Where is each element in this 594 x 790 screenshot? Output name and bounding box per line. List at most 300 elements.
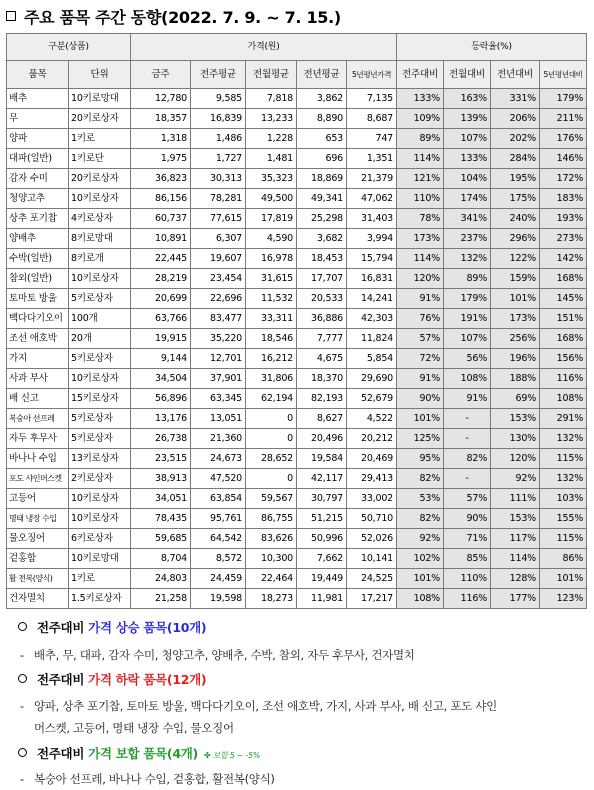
table-cell: 23,515: [131, 449, 191, 469]
table-cell: 139%: [444, 109, 491, 129]
table-cell: 156%: [540, 349, 587, 369]
table-cell: 63,766: [131, 309, 191, 329]
table-cell: 13,176: [131, 409, 191, 429]
table-cell: 47,062: [347, 189, 397, 209]
col-header: 5년평년대비: [540, 61, 587, 89]
table-cell: 1,975: [131, 149, 191, 169]
table-cell: 195%: [491, 169, 540, 189]
table-cell: 1,481: [246, 149, 297, 169]
table-cell: 108%: [397, 589, 444, 609]
table-cell: 206%: [491, 109, 540, 129]
table-cell: 296%: [491, 229, 540, 249]
table-cell: 7,777: [297, 329, 347, 349]
table-cell: 고등어: [7, 489, 69, 509]
table-column-header-row: [7, 61, 587, 89]
table-cell: 1,727: [191, 149, 246, 169]
table-cell: 20,212: [347, 429, 397, 449]
table-cell: 101%: [397, 569, 444, 589]
table-cell: 4,522: [347, 409, 397, 429]
table-cell: 72%: [397, 349, 444, 369]
table-cell: 120%: [491, 449, 540, 469]
table-cell: 13키로상자: [69, 449, 131, 469]
table-cell: 30,797: [297, 489, 347, 509]
summary-up-heading: [18, 618, 206, 636]
table-cell: 19,584: [297, 449, 347, 469]
summary-flat-items: - 복숭아 선프레, 바나나 수입, 겉홍합, 활전복(양식): [20, 772, 275, 786]
table-row: [7, 529, 587, 549]
summary-flat-note: ✤ 보합 5 ~ -5%: [203, 751, 261, 760]
table-cell: 20키로상자: [69, 169, 131, 189]
table-cell: 341%: [444, 209, 491, 229]
table-cell: 42,303: [347, 309, 397, 329]
table-cell: 35,323: [246, 169, 297, 189]
table-row: [7, 429, 587, 449]
table-cell: 포도 샤인머스켓: [7, 469, 69, 489]
table-cell: 89%: [397, 129, 444, 149]
table-cell: 78%: [397, 209, 444, 229]
table-cell: 100개: [69, 309, 131, 329]
table-cell: 7,662: [297, 549, 347, 569]
table-cell: 47,520: [191, 469, 246, 489]
table-cell: 17,819: [246, 209, 297, 229]
table-cell: 103%: [540, 489, 587, 509]
table-cell: 108%: [444, 369, 491, 389]
table-cell: 1,351: [347, 149, 397, 169]
table-cell: 3,682: [297, 229, 347, 249]
table-cell: 173%: [491, 309, 540, 329]
table-cell: 95,761: [191, 509, 246, 529]
table-cell: 173%: [397, 229, 444, 249]
table-cell: 110%: [444, 569, 491, 589]
table-cell: 91%: [397, 289, 444, 309]
table-cell: 배 신고: [7, 389, 69, 409]
table-cell: 2키로상자: [69, 469, 131, 489]
table-cell: 31,806: [246, 369, 297, 389]
table-cell: 90%: [444, 509, 491, 529]
table-cell: 33,002: [347, 489, 397, 509]
table-cell: 82%: [397, 509, 444, 529]
table-row: [7, 149, 587, 169]
table-cell: 179%: [444, 289, 491, 309]
table-cell: 191%: [444, 309, 491, 329]
table-cell: 76%: [397, 309, 444, 329]
table-cell: 30,313: [191, 169, 246, 189]
table-cell: 71%: [444, 529, 491, 549]
col-header: 전년대비: [491, 61, 540, 89]
table-cell: 무: [7, 109, 69, 129]
table-row: [7, 309, 587, 329]
col-header: 품목: [7, 61, 69, 89]
table-cell: 168%: [540, 329, 587, 349]
table-cell: 자두 후무사: [7, 429, 69, 449]
circle-bullet-icon: [18, 622, 27, 631]
table-cell: 13,051: [191, 409, 246, 429]
table-cell: 8,890: [297, 109, 347, 129]
table-cell: 155%: [540, 509, 587, 529]
table-cell: 20,469: [347, 449, 397, 469]
table-cell: 86%: [540, 549, 587, 569]
table-cell: 237%: [444, 229, 491, 249]
table-row: [7, 489, 587, 509]
table-cell: 10,891: [131, 229, 191, 249]
table-cell: 29,413: [347, 469, 397, 489]
table-cell: 159%: [491, 269, 540, 289]
table-cell: 3,862: [297, 89, 347, 109]
page-title: [6, 5, 341, 28]
table-row: [7, 89, 587, 109]
table-cell: 11,981: [297, 589, 347, 609]
table-cell: 52,679: [347, 389, 397, 409]
table-cell: 15,794: [347, 249, 397, 269]
table-cell: 1.5키로상자: [69, 589, 131, 609]
table-cell: 가지: [7, 349, 69, 369]
table-row: [7, 549, 587, 569]
summary-down-list-2: 머스켓, 고등어, 명태 냉장 수입, 물오징어: [34, 721, 234, 735]
table-cell: 653: [297, 129, 347, 149]
table-cell: 9,144: [131, 349, 191, 369]
table-cell: 125%: [397, 429, 444, 449]
table-cell: 1키로: [69, 129, 131, 149]
table-cell: 56,896: [131, 389, 191, 409]
table-cell: 64,542: [191, 529, 246, 549]
table-cell: 202%: [491, 129, 540, 149]
table-cell: 273%: [540, 229, 587, 249]
table-cell: 50,710: [347, 509, 397, 529]
table-cell: 51,215: [297, 509, 347, 529]
table-cell: 86,755: [246, 509, 297, 529]
table-cell: 4,590: [246, 229, 297, 249]
table-cell: 109%: [397, 109, 444, 129]
table-cell: 92%: [491, 469, 540, 489]
table-cell: 24,803: [131, 569, 191, 589]
table-cell: 10키로상자: [69, 369, 131, 389]
table-cell: 25,298: [297, 209, 347, 229]
table-cell: 130%: [491, 429, 540, 449]
table-cell: 291%: [540, 409, 587, 429]
table-cell: 20키로상자: [69, 109, 131, 129]
page-title-text: 주요 품목 주간 동향(2022. 7. 9. ~ 7. 15.): [24, 8, 341, 27]
table-cell: 77,615: [191, 209, 246, 229]
table-cell: 0: [246, 429, 297, 449]
table-cell: 청양고추: [7, 189, 69, 209]
table-cell: 49,500: [246, 189, 297, 209]
table-cell: 82%: [444, 449, 491, 469]
table-cell: 31,615: [246, 269, 297, 289]
table-cell: 6,307: [191, 229, 246, 249]
table-group-header-row: [7, 34, 587, 61]
table-cell: 7,818: [246, 89, 297, 109]
col-header: 전주평균: [191, 61, 246, 89]
table-cell: 60,737: [131, 209, 191, 229]
table-cell: 16,831: [347, 269, 397, 289]
table-cell: 5키로상자: [69, 429, 131, 449]
table-row: [7, 409, 587, 429]
table-cell: 10키로상자: [69, 189, 131, 209]
table-cell: 활 전복(양식): [7, 569, 69, 589]
table-cell: 114%: [491, 549, 540, 569]
table-cell: 114%: [397, 249, 444, 269]
table-cell: 240%: [491, 209, 540, 229]
table-cell: 8키로개: [69, 249, 131, 269]
table-cell: 18,357: [131, 109, 191, 129]
col-header: 금주: [131, 61, 191, 89]
table-cell: 17,707: [297, 269, 347, 289]
col-header: 전월대비: [444, 61, 491, 89]
table-cell: 59,685: [131, 529, 191, 549]
table-cell: 19,449: [297, 569, 347, 589]
table-cell: 56%: [444, 349, 491, 369]
table-cell: 133%: [397, 89, 444, 109]
table-cell: 172%: [540, 169, 587, 189]
table-cell: 5키로상자: [69, 349, 131, 369]
table-cell: 91%: [444, 389, 491, 409]
table-row: [7, 469, 587, 489]
table-cell: 153%: [491, 509, 540, 529]
table-cell: 69%: [491, 389, 540, 409]
table-cell: 116%: [540, 369, 587, 389]
table-cell: 82,193: [297, 389, 347, 409]
table-cell: 18,453: [297, 249, 347, 269]
table-cell: 42,117: [297, 469, 347, 489]
table-cell: 11,532: [246, 289, 297, 309]
table-cell: 115%: [540, 449, 587, 469]
table-cell: 17,217: [347, 589, 397, 609]
table-cell: 196%: [491, 349, 540, 369]
table-cell: 28,219: [131, 269, 191, 289]
table-cell: 양배추: [7, 229, 69, 249]
table-cell: 20,533: [297, 289, 347, 309]
table-row: [7, 589, 587, 609]
table-cell: 4,675: [297, 349, 347, 369]
table-cell: 16,839: [191, 109, 246, 129]
table-cell: 95%: [397, 449, 444, 469]
summary-down-items: - 양파, 상추 포기찹, 토마토 방울, 백다다기오이, 조선 애호박, 가지, 사과 부사, 배 신고, 포도 샤인 머스켓, 고등어, 명태 냉장 수입, 물오징어: [20, 699, 497, 735]
summary-down-heading: [18, 670, 206, 688]
table-cell: 5키로상자: [69, 409, 131, 429]
table-cell: 9,585: [191, 89, 246, 109]
table-cell: 24,459: [191, 569, 246, 589]
table-cell: 63,345: [191, 389, 246, 409]
group-header-rate: 등락율(%): [397, 34, 587, 61]
table-cell: 5,854: [347, 349, 397, 369]
table-cell: 107%: [444, 129, 491, 149]
table-cell: 16,978: [246, 249, 297, 269]
table-cell: 1,228: [246, 129, 297, 149]
table-cell: 21,360: [191, 429, 246, 449]
table-cell: 123%: [540, 589, 587, 609]
table-cell: 12,701: [191, 349, 246, 369]
group-header-item: 구분(상품): [7, 34, 131, 61]
table-cell: 34,504: [131, 369, 191, 389]
table-cell: 5키로상자: [69, 289, 131, 309]
table-cell: 조선 애호박: [7, 329, 69, 349]
table-cell: 10키로상자: [69, 509, 131, 529]
table-cell: 겉홍합: [7, 549, 69, 569]
price-table: [6, 33, 587, 609]
table-cell: 696: [297, 149, 347, 169]
table-cell: 78,435: [131, 509, 191, 529]
summary-flat-prefix: 전주대비: [37, 746, 85, 761]
table-cell: 83,626: [246, 529, 297, 549]
table-cell: 92%: [397, 529, 444, 549]
table-cell: 85%: [444, 549, 491, 569]
table-cell: 19,598: [191, 589, 246, 609]
col-header: 전주대비: [397, 61, 444, 89]
table-cell: 복숭아 선프레: [7, 409, 69, 429]
table-cell: 참외(일반): [7, 269, 69, 289]
table-cell: 20개: [69, 329, 131, 349]
summary-up-list: 배추, 무, 대파, 감자 수미, 청양고추, 양배추, 수박, 참외, 자두 후무사, 건자멸치: [34, 648, 415, 662]
table-cell: 132%: [444, 249, 491, 269]
table-cell: 256%: [491, 329, 540, 349]
table-cell: 101%: [540, 569, 587, 589]
table-cell: 10키로망대: [69, 549, 131, 569]
table-cell: 90%: [397, 389, 444, 409]
table-cell: 78,281: [191, 189, 246, 209]
table-cell: 8,687: [347, 109, 397, 129]
table-cell: 18,546: [246, 329, 297, 349]
table-cell: 102%: [397, 549, 444, 569]
table-cell: 24,525: [347, 569, 397, 589]
table-cell: 122%: [491, 249, 540, 269]
table-cell: 백다다기오이: [7, 309, 69, 329]
table-cell: 83,477: [191, 309, 246, 329]
table-cell: 22,464: [246, 569, 297, 589]
table-cell: 101%: [397, 409, 444, 429]
table-cell: 7,135: [347, 89, 397, 109]
table-row: [7, 249, 587, 269]
table-cell: 121%: [397, 169, 444, 189]
table-row: [7, 209, 587, 229]
table-row: [7, 349, 587, 369]
table-cell: 108%: [540, 389, 587, 409]
table-cell: 146%: [540, 149, 587, 169]
table-cell: 82%: [397, 469, 444, 489]
col-header: 전월평균: [246, 61, 297, 89]
table-cell: 1키로단: [69, 149, 131, 169]
col-header: 단위: [69, 61, 131, 89]
table-cell: 117%: [491, 529, 540, 549]
table-cell: 62,194: [246, 389, 297, 409]
table-cell: 331%: [491, 89, 540, 109]
table-cell: 111%: [491, 489, 540, 509]
table-row: [7, 369, 587, 389]
summary-down-highlight: 가격 하락 품목(12개): [88, 672, 207, 687]
table-row: [7, 569, 587, 589]
table-cell: 14,241: [347, 289, 397, 309]
table-cell: 151%: [540, 309, 587, 329]
table-cell: 133%: [444, 149, 491, 169]
table-cell: 36,823: [131, 169, 191, 189]
table-cell: 120%: [397, 269, 444, 289]
table-cell: 174%: [444, 189, 491, 209]
table-cell: 132%: [540, 469, 587, 489]
table-cell: 10키로상자: [69, 269, 131, 289]
table-row: [7, 109, 587, 129]
table-cell: 747: [347, 129, 397, 149]
table-cell: 145%: [540, 289, 587, 309]
table-cell: 10,300: [246, 549, 297, 569]
table-cell: 0: [246, 409, 297, 429]
summary-up-items: - 배추, 무, 대파, 감자 수미, 청양고추, 양배추, 수박, 참외, 자두 후무사, 건자멸치: [20, 648, 415, 662]
table-cell: 176%: [540, 129, 587, 149]
table-cell: 35,220: [191, 329, 246, 349]
table-cell: 18,273: [246, 589, 297, 609]
table-cell: 20,496: [297, 429, 347, 449]
table-row: [7, 169, 587, 189]
table-cell: 24,673: [191, 449, 246, 469]
table-cell: -: [444, 469, 491, 489]
table-cell: 22,696: [191, 289, 246, 309]
table-cell: 수박(일반): [7, 249, 69, 269]
table-cell: 상추 포기찹: [7, 209, 69, 229]
table-cell: 10키로상자: [69, 489, 131, 509]
table-cell: 토마토 방울: [7, 289, 69, 309]
table-cell: 18,869: [297, 169, 347, 189]
table-cell: 양파: [7, 129, 69, 149]
table-cell: 91%: [397, 369, 444, 389]
table-cell: 19,915: [131, 329, 191, 349]
table-cell: 대파(일반): [7, 149, 69, 169]
summary-down-prefix: 전주대비: [37, 672, 85, 687]
group-header-price: 가격(원): [131, 34, 397, 61]
table-row: [7, 189, 587, 209]
summary-flat-highlight: 가격 보합 품목(4개): [88, 746, 198, 761]
table-cell: 28,652: [246, 449, 297, 469]
table-cell: 183%: [540, 189, 587, 209]
table-cell: 63,854: [191, 489, 246, 509]
table-cell: 건자멸치: [7, 589, 69, 609]
table-row: [7, 449, 587, 469]
table-cell: -: [444, 429, 491, 449]
summary-down-list-1: 양파, 상추 포기찹, 토마토 방울, 백다다기오이, 조선 애호박, 가지, 사과 부사, 배 신고, 포도 샤인: [34, 699, 497, 713]
table-cell: 36,886: [297, 309, 347, 329]
table-cell: 188%: [491, 369, 540, 389]
table-cell: 179%: [540, 89, 587, 109]
table-row: [7, 509, 587, 529]
table-cell: 53%: [397, 489, 444, 509]
table-cell: 18,370: [297, 369, 347, 389]
circle-bullet-icon: [18, 674, 27, 683]
table-cell: 57%: [444, 489, 491, 509]
table-cell: 153%: [491, 409, 540, 429]
table-cell: 22,445: [131, 249, 191, 269]
square-bullet-icon: [6, 11, 16, 21]
table-cell: 6키로상자: [69, 529, 131, 549]
table-cell: 8,627: [297, 409, 347, 429]
table-cell: 163%: [444, 89, 491, 109]
table-cell: 감자 수미: [7, 169, 69, 189]
table-cell: 29,690: [347, 369, 397, 389]
table-cell: 12,780: [131, 89, 191, 109]
table-cell: 16,212: [246, 349, 297, 369]
table-row: [7, 269, 587, 289]
table-cell: 114%: [397, 149, 444, 169]
table-cell: 1,486: [191, 129, 246, 149]
table-cell: 142%: [540, 249, 587, 269]
table-cell: 바나나 수입: [7, 449, 69, 469]
table-cell: 38,913: [131, 469, 191, 489]
table-cell: 19,607: [191, 249, 246, 269]
table-cell: 8,572: [191, 549, 246, 569]
summary-up-prefix: 전주대비: [37, 620, 85, 635]
table-cell: 10,141: [347, 549, 397, 569]
table-cell: 49,341: [297, 189, 347, 209]
table-row: [7, 129, 587, 149]
table-cell: 34,051: [131, 489, 191, 509]
table-cell: 37,901: [191, 369, 246, 389]
table-cell: 89%: [444, 269, 491, 289]
